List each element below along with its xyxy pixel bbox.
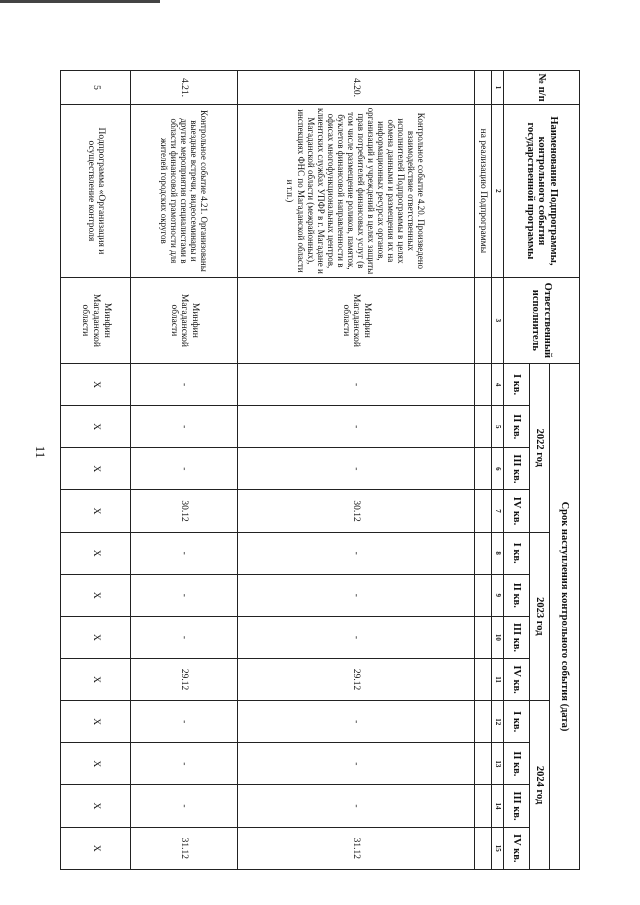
row-cell: [475, 364, 492, 406]
header-quarter: III кв.: [504, 616, 530, 658]
column-number: 5: [492, 406, 504, 448]
row-cell: 31.12: [237, 827, 474, 869]
row-responsible: Минфин Магаданской области: [131, 277, 238, 363]
row-cell: [475, 574, 492, 616]
row-cell: -: [237, 406, 474, 448]
row-cell: -: [131, 616, 238, 658]
control-events-table: [60, 70, 580, 870]
row-cell: 29.12: [131, 659, 238, 701]
header-quarter: IV кв.: [504, 490, 530, 532]
header-quarter: II кв.: [504, 406, 530, 448]
column-number: 8: [492, 532, 504, 574]
row-cell: [475, 406, 492, 448]
row-cell: [475, 490, 492, 532]
row-cell: -: [131, 743, 238, 785]
row-num: 5: [61, 71, 131, 105]
row-num: 4.20.: [237, 71, 474, 105]
row-cell: 30.12: [237, 490, 474, 532]
row-name: Контрольное событие 4.21. Организованы выездные встречи, видеосеминары и другие мероприятия специалистами в области финансовой грамотности для жителей городских округов: [131, 105, 238, 278]
header-quarter: IV кв.: [504, 827, 530, 869]
column-number: 3: [492, 277, 504, 363]
header-quarter: III кв.: [504, 785, 530, 827]
row-cell: -: [237, 743, 474, 785]
header-year-2022: 2022 год: [530, 364, 550, 533]
row-responsible: Минфин Магаданской области: [61, 277, 131, 363]
row-name: Подпрограмма «Организация и осуществление контроля: [61, 105, 131, 278]
column-number: 10: [492, 616, 504, 658]
column-number: 12: [492, 701, 504, 743]
header-quarter: I кв.: [504, 701, 530, 743]
row-cell: X: [61, 532, 131, 574]
row-cell: X: [61, 659, 131, 701]
row-cell: -: [237, 616, 474, 658]
row-cell: -: [131, 364, 238, 406]
row-name: на реализацию Подпрограммы: [475, 105, 492, 278]
scan-edge-line: [0, 0, 160, 3]
column-number: 7: [492, 490, 504, 532]
header-name: Наименование Подпрограммы, контрольного события государственной программы: [504, 105, 580, 278]
row-cell: -: [237, 701, 474, 743]
rotated-table-page: [60, 70, 580, 870]
row-cell: -: [237, 448, 474, 490]
column-number-row: [492, 71, 504, 870]
row-cell: -: [237, 364, 474, 406]
column-number: 2: [492, 105, 504, 278]
header-quarter: I кв.: [504, 532, 530, 574]
column-number: 14: [492, 785, 504, 827]
row-cell: -: [237, 785, 474, 827]
table-row: [475, 71, 492, 870]
column-number: 1: [492, 71, 504, 105]
header-quarter: I кв.: [504, 364, 530, 406]
header-quarter: II кв.: [504, 574, 530, 616]
row-cell: X: [61, 616, 131, 658]
column-number: 11: [492, 659, 504, 701]
row-num: 4.21.: [131, 71, 238, 105]
row-cell: -: [131, 532, 238, 574]
header-quarter: IV кв.: [504, 659, 530, 701]
column-number: 13: [492, 743, 504, 785]
row-cell: [475, 659, 492, 701]
column-number: 15: [492, 827, 504, 869]
row-cell: -: [237, 532, 474, 574]
row-num: [475, 71, 492, 105]
row-cell: 30.12: [131, 490, 238, 532]
table-row: [237, 71, 474, 870]
row-cell: X: [61, 490, 131, 532]
row-cell: -: [131, 448, 238, 490]
row-cell: -: [131, 785, 238, 827]
row-cell: [475, 701, 492, 743]
row-cell: 29.12: [237, 659, 474, 701]
row-cell: X: [61, 406, 131, 448]
row-cell: X: [61, 701, 131, 743]
row-responsible: Минфин Магаданской области: [237, 277, 474, 363]
row-cell: [475, 785, 492, 827]
header-year-2024: 2024 год: [530, 701, 550, 870]
row-cell: -: [131, 701, 238, 743]
header-num: № п/п: [504, 71, 580, 105]
row-cell: [475, 743, 492, 785]
header-responsible: Ответственный исполнитель: [504, 277, 580, 363]
row-cell: [475, 616, 492, 658]
header-term: Срок наступления контрольного события (дата): [550, 364, 580, 870]
row-name: Контрольное событие 4.20. Произведено взаимодействие ответственных исполнителей Подпрограммы в целях обмена данными и размещения их на информационных ресурсах органов, организаций и учреждений в целях защиты прав потребителей финансовых услуг (в том числе размещение роликов, памяток, буклетов финансовой направленности в офисах многофункциональных центров, клиентских службах УПФР в г. Магадане и Магаданской области (межрайонных), инспекциях ФНС по Магаданской области и т.п.): [237, 105, 474, 278]
row-cell: X: [61, 574, 131, 616]
column-number: 6: [492, 448, 504, 490]
row-cell: X: [61, 448, 131, 490]
table-row: [131, 71, 238, 870]
row-cell: -: [237, 574, 474, 616]
row-cell: -: [131, 406, 238, 448]
row-cell: X: [61, 364, 131, 406]
row-cell: [475, 532, 492, 574]
row-cell: [475, 448, 492, 490]
table-row: [61, 71, 131, 870]
row-cell: -: [131, 574, 238, 616]
header-quarter: III кв.: [504, 448, 530, 490]
page-number: 11: [33, 445, 48, 459]
row-cell: 31.12: [131, 827, 238, 869]
header-year-2023: 2023 год: [530, 532, 550, 701]
column-number: 9: [492, 574, 504, 616]
row-cell: [475, 827, 492, 869]
row-cell: X: [61, 743, 131, 785]
header-quarter: II кв.: [504, 743, 530, 785]
row-cell: X: [61, 827, 131, 869]
row-cell: X: [61, 785, 131, 827]
row-responsible: [475, 277, 492, 363]
column-number: 4: [492, 364, 504, 406]
